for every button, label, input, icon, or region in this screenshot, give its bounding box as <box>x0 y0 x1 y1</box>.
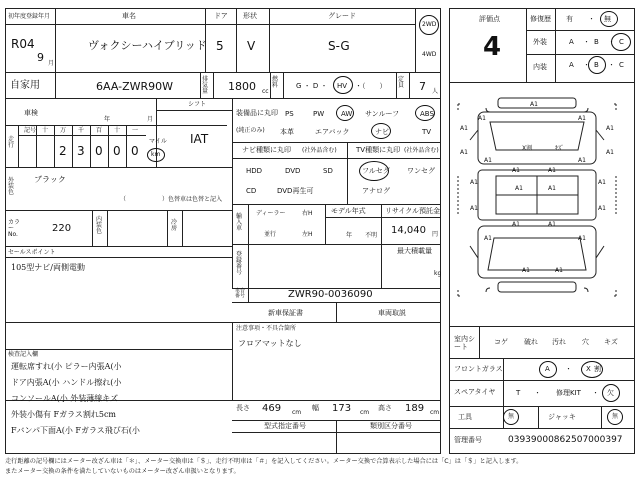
diagram-mark: A1 <box>578 115 586 122</box>
diagram-mark: X割 <box>522 145 533 152</box>
diagram-mark: A1 <box>470 205 478 212</box>
length-label: 長さ <box>236 404 250 412</box>
cc-unit: cc <box>262 88 269 95</box>
interior-sheet-option: 汚れ <box>552 338 566 346</box>
tv-option: アナログ <box>362 187 390 195</box>
interior-color-label: 内装色 <box>96 216 103 235</box>
sales-point-label: セールスポイント <box>8 249 56 256</box>
manage-label: 管理番号 <box>454 436 482 444</box>
equipment-option: エアバック <box>315 128 350 136</box>
diagram-mark: A1 <box>548 167 556 174</box>
diagram-mark: A1 <box>548 221 556 228</box>
nav-title: ナビ種類に丸印 <box>242 146 291 154</box>
mileage-digit-label: 万 <box>60 127 67 134</box>
class-label: 類別区分番号 <box>370 422 412 430</box>
spare-tire-option: ・ <box>534 389 541 397</box>
front-glass-option: A <box>545 365 550 373</box>
interior-grade-option: B <box>594 61 599 69</box>
import-left: 左H <box>302 231 313 238</box>
inspector-line: 外装小傷有 Fガラス割れ5cm <box>11 410 117 419</box>
displacement-value: 1800 <box>228 80 256 93</box>
spare-tire-option: 欠 <box>607 389 614 397</box>
import-right: 右H <box>302 210 313 217</box>
tools-value: 無 <box>508 413 515 420</box>
capacity-label: 定員 <box>398 76 405 89</box>
spare-missing-circle <box>602 384 620 402</box>
import-dealer: ディーラー <box>256 210 286 217</box>
front-glass-option: 割 <box>594 365 601 373</box>
model-year-unit: 年 <box>346 232 353 239</box>
diagram-mark: A1 <box>598 179 606 186</box>
max-load-unit: kg <box>434 270 442 277</box>
exterior-value: ブラック <box>34 175 66 184</box>
tools-label: 工具 <box>458 413 472 421</box>
exterior-grade-option: A <box>569 38 574 46</box>
mileage-digit: 0 <box>131 144 139 158</box>
interior-sheet-option: キズ <box>604 338 618 346</box>
spare-tire-label: スペアタイヤ <box>454 388 496 396</box>
interior-sheet-option: 破れ <box>524 338 538 346</box>
diagram-mark: A1 <box>484 235 492 242</box>
mileage-digit: 0 <box>95 144 103 158</box>
score-value: 4 <box>483 32 502 62</box>
mileage-digit: 0 <box>113 144 121 158</box>
drive-2wd: 2WD <box>422 21 437 28</box>
mileage-digit-label: 一 <box>132 127 139 134</box>
repair-option: 無 <box>604 15 611 23</box>
notes-label: 注意事項・不具合箇所 <box>236 325 297 332</box>
inspector-label: 検査記入欄 <box>8 351 39 358</box>
height-unit: cm <box>430 409 440 416</box>
inspector-line: ドア内張A(小 ハンドル擦れ(小 <box>11 378 122 387</box>
mileage-digit-label: 記号 <box>24 127 37 134</box>
jack-label: ジャッキ <box>548 413 576 421</box>
inspection-month-unit: 月 <box>147 116 154 123</box>
jack-value: 無 <box>612 413 619 420</box>
fuel-paren: ・（ ） <box>355 82 387 90</box>
front-glass-label: フロントガラス <box>454 365 503 373</box>
usage-value: 自家用 <box>10 80 40 91</box>
model-year-unknown: 不明 <box>365 232 378 239</box>
sales-point-text: 105型ナビ/両側電動 <box>11 263 85 272</box>
equipment-option: ABS <box>420 110 434 118</box>
equipment-option: TV <box>422 128 432 136</box>
equipment-option: ナビ <box>375 128 389 136</box>
repair-option: 有 <box>566 15 573 23</box>
inspection-year-unit: 年 <box>104 116 111 123</box>
diagram-mark: A1 <box>478 115 486 122</box>
mileage-digit: 3 <box>77 144 85 158</box>
chassis-value: ZWR90-0036090 <box>288 289 373 300</box>
diagram-mark: A1 <box>548 185 556 192</box>
exterior-grade-option: C <box>619 38 624 46</box>
fuel-options: G ・ D ・ <box>296 82 328 90</box>
equipment-option: 本革 <box>280 128 294 136</box>
score-label: 評価点 <box>479 15 500 23</box>
equipment-option: PS <box>285 110 294 118</box>
reg-month-value: 9 <box>37 51 44 64</box>
diagram-mark: A1 <box>470 179 478 186</box>
mileage-digit-label: 千 <box>78 127 85 134</box>
nav-option: DVD再生可 <box>277 187 314 195</box>
registration-label: 登録番号 <box>236 251 243 276</box>
footer-line-1: 走行距離の記号欄にはメーター改ざん車は「＊」、メーター交換車は「＄」、走行不明車は「＃」を記入してください。メーター交換で合算表示した場合には「C」は「＄」と記入します。 <box>5 458 523 465</box>
new-car-warranty: 新車保証書 <box>268 309 303 317</box>
shape-label: 形状 <box>243 12 257 20</box>
mileage-digit: 2 <box>59 144 67 158</box>
import-label: 輸入車 <box>236 213 243 232</box>
interior-sheet-label: 室内シート <box>454 335 475 352</box>
tv-option: フルセグ <box>362 167 390 175</box>
interior-grade-option: ・ <box>608 61 615 69</box>
footer-line-2: またメーター交換の条件を満たしていないものはメーター改ざん車扱いとなります。 <box>5 468 240 475</box>
inspection-label: 車検 <box>24 109 38 117</box>
person-unit: 人 <box>432 88 439 95</box>
exterior-grade-option: B <box>594 38 599 46</box>
interior-sheet-option: コゲ <box>494 338 508 346</box>
nav-option: HDD <box>246 167 263 175</box>
mileage-digit-label: 十 <box>114 127 121 134</box>
mileage-label: 走行 <box>8 136 15 149</box>
equipment-option: AW <box>341 110 353 118</box>
spare-tire-option: T <box>516 389 521 397</box>
import-parallel: 並行 <box>264 231 277 238</box>
diagram-mark: A1 <box>515 185 523 192</box>
diagram-mark: A1 <box>522 267 530 274</box>
km-label: km <box>151 151 161 158</box>
fuel-selected: HV <box>337 82 348 90</box>
drive-4wd: 4WD <box>422 51 437 58</box>
front-glass-option: X <box>586 365 591 373</box>
diagram-mark: A1 <box>460 149 468 156</box>
diagram-mark: A1 <box>512 167 520 174</box>
repair-label: 修復歴 <box>530 15 551 23</box>
length-unit: cm <box>292 409 302 416</box>
type-label: 型式指定番号 <box>264 422 306 430</box>
doors-value: 5 <box>216 39 224 53</box>
interior-sheet-option: 穴 <box>582 338 589 346</box>
car-name-value: ヴォクシーハイブリッド <box>88 39 207 52</box>
chassis-label: 車台番号 <box>235 288 246 299</box>
exterior-note: （ ）色替車は色替と記入 <box>120 196 223 203</box>
shift-label: シフト <box>188 101 207 108</box>
exterior-grade-option: ・ <box>583 38 590 46</box>
grade-label: グレード <box>328 12 356 20</box>
length-value: 469 <box>262 403 282 414</box>
interior-grade-option: C <box>619 61 624 69</box>
tv-option: ワンセグ <box>407 167 435 175</box>
color-no-label: カラーNo. <box>8 219 21 238</box>
aircon-label: 冷房 <box>171 219 178 232</box>
car-name-label: 車名 <box>122 12 136 20</box>
glass-a-circle <box>539 361 557 378</box>
model-value: 6AA-ZWR90W <box>96 80 174 93</box>
diagram-mark: ｷｽﾞ <box>555 145 565 152</box>
vehicle-manual: 車両取説 <box>378 309 406 317</box>
nav-option: SD <box>323 167 333 175</box>
glass-x-circle <box>581 361 603 378</box>
notes-text: フロアマットなし <box>238 339 302 348</box>
reg-year-label: 初年度登録年月 <box>8 13 51 20</box>
recycle-label: リサイクル預託金 <box>385 207 441 215</box>
inspector-line: 運転席すれ(小 ピラー内張A(小 <box>11 362 122 371</box>
fuel-label: 燃料 <box>272 76 279 89</box>
nav-option: CD <box>246 187 257 195</box>
tv-sub: (社外品含む) <box>404 147 439 154</box>
displacement-label: 排気量 <box>202 76 209 95</box>
month-unit: 月 <box>48 60 55 67</box>
reg-year-value: R04 <box>11 37 35 51</box>
interior-grade-option: ・ <box>583 61 590 69</box>
nav-sub: (社外品含む) <box>302 147 337 154</box>
equipment-sub: (純正のみ) <box>236 127 265 134</box>
manage-value: 03939000862507000397 <box>508 435 623 445</box>
width-value: 173 <box>332 403 352 414</box>
mileage-digit-label: 百 <box>96 127 103 134</box>
nav-option: DVD <box>285 167 301 175</box>
diagram-mark: A1 <box>578 235 586 242</box>
width-label: 幅 <box>312 404 319 412</box>
shift-value: IAT <box>190 132 209 146</box>
capacity-value: 7 <box>419 80 426 93</box>
equipment-option: サンルーフ <box>365 110 400 118</box>
diagram-mark: A1 <box>606 149 614 156</box>
diagram-mark: A1 <box>598 205 606 212</box>
mile-label: マイル <box>149 138 167 145</box>
spare-tire-option: 修理KIT <box>556 389 581 397</box>
height-value: 189 <box>405 403 425 414</box>
height-label: 高さ <box>378 404 392 412</box>
diagram-mark: A1 <box>512 221 520 228</box>
interior-grade-option: A <box>569 61 574 69</box>
shape-value: V <box>247 39 256 53</box>
exterior-grade-option: ・ <box>608 38 615 46</box>
repair-option: ・ <box>588 15 595 23</box>
diagram-mark: A1 <box>555 267 563 274</box>
color-no-value: 220 <box>52 223 72 234</box>
diagram-mark: A1 <box>606 125 614 132</box>
width-unit: cm <box>360 409 370 416</box>
exterior-grade-label: 外装 <box>533 38 547 46</box>
exterior-label: 外装色 <box>8 177 15 196</box>
diagram-mark: A1 <box>530 101 538 108</box>
spare-tire-option: ・ <box>592 389 599 397</box>
equipment-option: PW <box>313 110 325 118</box>
inspector-line: Fバンパ下面A(小 Fガラス飛び石(小 <box>11 426 140 435</box>
diagram-mark: A1 <box>484 157 492 164</box>
interior-grade-label: 内装 <box>533 63 547 71</box>
mileage-digit-label: 十 <box>42 127 49 134</box>
max-load-label: 最大積載量 <box>397 247 432 255</box>
recycle-value: 14,040 <box>391 225 426 236</box>
tv-title: TV種類に丸印 <box>356 146 401 154</box>
recycle-yen: 円 <box>432 231 439 238</box>
inspector-line: コンソールA(小 外装薄線キズ <box>11 394 119 403</box>
front-glass-option: ・ <box>565 365 572 373</box>
diagram-mark: A1 <box>578 157 586 164</box>
equipment-title: 装備品に丸印 <box>236 109 278 117</box>
grade-value: S-G <box>328 39 350 53</box>
doors-label: ドア <box>214 12 228 20</box>
model-year-label: モデル年式 <box>331 207 366 215</box>
diagram-mark: A1 <box>460 125 468 132</box>
